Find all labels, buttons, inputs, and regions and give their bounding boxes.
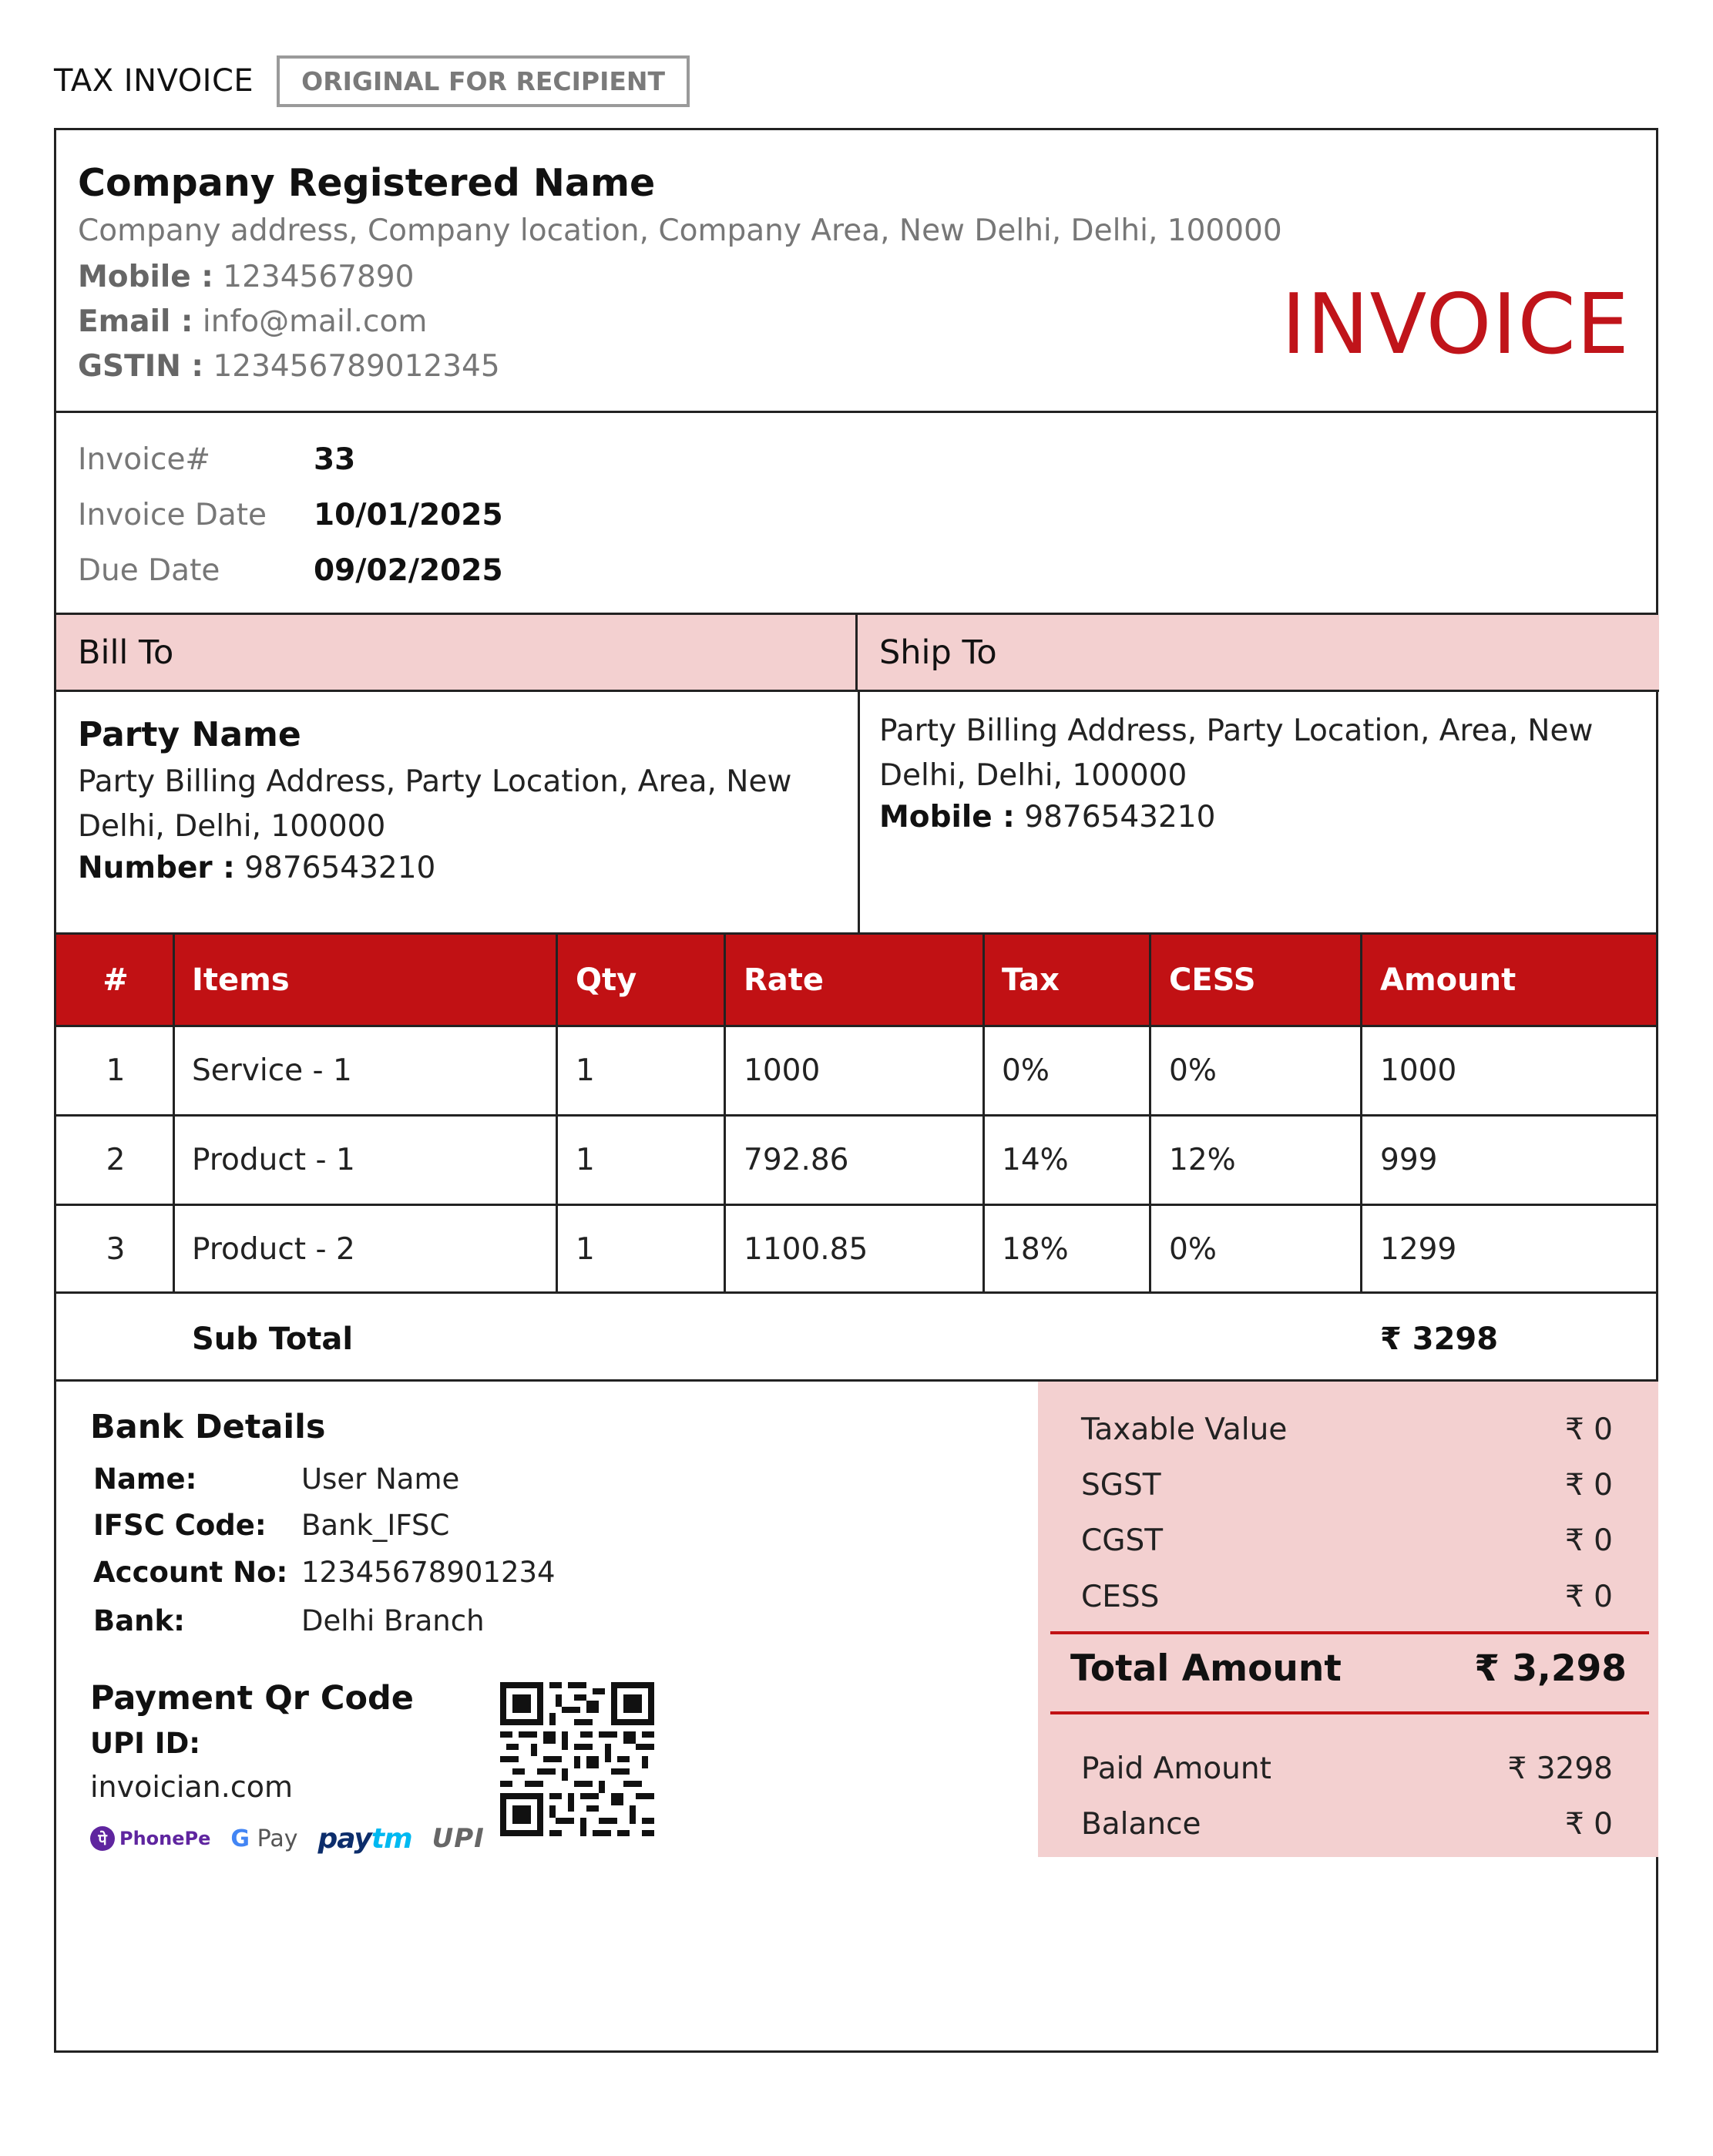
totals-summary: [1038, 1382, 1658, 1857]
company-email-label: Email :: [78, 304, 193, 339]
upi-logo: UPI: [432, 1823, 485, 1854]
phonepe-logo: [90, 1826, 210, 1851]
invoice-number-value: 33: [314, 442, 356, 477]
column-header-cess: CESS: [1169, 962, 1256, 998]
company-gstin: [78, 349, 500, 384]
bill-number-value: 9876543210: [244, 851, 436, 885]
column-divider: [724, 935, 726, 1292]
column-header-index: #: [102, 962, 129, 998]
bill-party-number: [78, 851, 435, 885]
company-mobile: [78, 260, 414, 294]
bank-ifsc-value: Bank_IFSC: [301, 1508, 450, 1542]
company-gstin-label: GSTIN :: [78, 349, 204, 384]
row-tax: 0%: [1002, 1053, 1050, 1088]
invoice-number-label: Invoice#: [78, 442, 211, 477]
invoice-date-label: Invoice Date: [78, 497, 267, 532]
paytm-logo: [317, 1823, 411, 1855]
total-top-rule: [1050, 1631, 1649, 1634]
row-rate: 792.86: [744, 1143, 849, 1177]
items-table: [56, 932, 1656, 1291]
copy-badge: ORIGINAL FOR RECIPIENT: [277, 55, 690, 107]
invoice-date-value: 10/01/2025: [314, 497, 503, 532]
row-item-name: Service - 1: [192, 1053, 352, 1088]
row-item-name: Product - 1: [192, 1143, 355, 1177]
balance-row: [1081, 1801, 1613, 1847]
items-table-header: [56, 935, 1656, 1025]
row-index: 1: [106, 1053, 126, 1088]
row-cess: 12%: [1169, 1143, 1236, 1177]
due-date-label: Due Date: [78, 552, 220, 588]
balance-value: ₹ 0: [1564, 1806, 1613, 1842]
bank-account-value: 12345678901234: [301, 1555, 556, 1589]
row-rate: 1000: [744, 1053, 821, 1088]
paid-amount-label: Paid Amount: [1081, 1751, 1271, 1786]
bank-ifsc-row: [93, 1503, 449, 1546]
company-email: [78, 304, 427, 339]
gpay-logo: [230, 1825, 297, 1852]
invoice-frame: [54, 128, 1658, 2053]
company-address: Company address, Company location, Company Area, New Delhi, Delhi, 100000: [78, 213, 1282, 248]
cess-amount: ₹ 0: [1564, 1579, 1613, 1614]
invoice-number-row: [78, 436, 355, 482]
bill-to-heading: Bill To: [56, 615, 858, 692]
invoice-date-row: [78, 492, 503, 538]
row-amount: 1299: [1380, 1232, 1457, 1267]
taxable-value-label: Taxable Value: [1081, 1412, 1288, 1447]
row-amount: 999: [1380, 1143, 1438, 1177]
due-date-value: 09/02/2025: [314, 552, 503, 588]
cess-label: CESS: [1081, 1579, 1160, 1614]
due-date-row: [78, 547, 503, 593]
row-rate: 1100.85: [744, 1232, 868, 1267]
bank-account-label: Account No:: [93, 1555, 288, 1589]
cess-row: [1081, 1573, 1613, 1620]
document-header: [54, 54, 690, 108]
paytm-wordmark-tm: tm: [371, 1822, 412, 1855]
invoice-heading: INVOICE: [1281, 277, 1630, 373]
row-item-name: Product - 2: [192, 1232, 355, 1267]
bill-party-address: Party Billing Address, Party Location, Area, New Delhi, Delhi, 100000: [78, 764, 792, 844]
ship-mobile-value: 9876543210: [1024, 800, 1216, 835]
ship-to-heading: Ship To: [858, 615, 1659, 692]
bill-party-name: Party Name: [78, 715, 301, 754]
bank-details-title: Bank Details: [90, 1408, 326, 1446]
column-divider: [982, 935, 985, 1292]
column-divider: [556, 935, 558, 1292]
gpay-wordmark: Pay: [257, 1825, 298, 1852]
subtotal-label: Sub Total: [192, 1321, 354, 1357]
paid-amount-value: ₹ 3298: [1507, 1751, 1613, 1786]
column-header-tax: Tax: [1002, 962, 1060, 998]
subtotal-value: ₹ 3298: [1380, 1321, 1499, 1357]
balance-label: Balance: [1081, 1806, 1201, 1842]
company-mobile-value: 1234567890: [223, 260, 415, 294]
ship-mobile-label: Mobile :: [879, 800, 1015, 835]
company-name: Company Registered Name: [78, 161, 656, 205]
column-divider: [1149, 935, 1151, 1292]
taxable-value-row: [1081, 1406, 1613, 1452]
bank-name-row: [93, 1457, 459, 1500]
ship-party-mobile: [879, 800, 1215, 835]
row-qty: 1: [576, 1053, 595, 1088]
doc-type-title: TAX INVOICE: [54, 63, 254, 99]
upi-id-value: invoician.com: [90, 1770, 293, 1804]
company-gstin-value: 123456789012345: [213, 349, 500, 384]
row-cess: 0%: [1169, 1232, 1217, 1267]
table-row: [56, 1025, 1656, 1114]
gpay-g-mark: G: [230, 1825, 250, 1852]
company-mobile-label: Mobile :: [78, 260, 213, 294]
column-header-qty: Qty: [576, 962, 637, 998]
bank-branch-value: Delhi Branch: [301, 1604, 485, 1637]
column-divider: [173, 935, 175, 1292]
table-row: [56, 1114, 1656, 1204]
invoice-meta-section: [56, 413, 1656, 615]
column-header-items: Items: [192, 962, 290, 998]
ship-party-address: Party Billing Address, Party Location, Area, New Delhi, Delhi, 100000: [879, 714, 1594, 793]
total-amount-row: [1070, 1637, 1627, 1699]
company-section: [56, 130, 1656, 413]
sgst-label: SGST: [1081, 1467, 1161, 1503]
payment-qr-title: Payment Qr Code: [90, 1679, 414, 1718]
row-qty: 1: [576, 1232, 595, 1267]
bank-branch-label: Bank:: [93, 1604, 185, 1637]
phonepe-mark-icon: पे: [90, 1826, 115, 1851]
company-email-value: info@mail.com: [202, 304, 428, 339]
row-tax: 14%: [1002, 1143, 1069, 1177]
bank-account-row: [93, 1550, 556, 1593]
bank-name-label: Name:: [93, 1462, 197, 1496]
total-bottom-rule: [1050, 1711, 1649, 1714]
taxable-value-amount: ₹ 0: [1564, 1412, 1613, 1447]
table-row: [56, 1204, 1656, 1293]
parties-section: [56, 615, 1656, 932]
column-header-rate: Rate: [744, 962, 825, 998]
total-amount-label: Total Amount: [1070, 1647, 1342, 1690]
paytm-wordmark-pay: pay: [317, 1822, 371, 1855]
cgst-amount: ₹ 0: [1564, 1523, 1613, 1558]
row-index: 3: [106, 1232, 126, 1267]
subtotal-row: [56, 1291, 1656, 1382]
row-amount: 1000: [1380, 1053, 1457, 1088]
paid-amount-row: [1081, 1745, 1613, 1792]
sgst-row: [1081, 1462, 1613, 1508]
upi-id-label: UPI ID:: [90, 1727, 201, 1760]
column-header-amount: Amount: [1380, 962, 1517, 998]
sgst-amount: ₹ 0: [1564, 1467, 1613, 1503]
cgst-row: [1081, 1517, 1613, 1563]
cgst-label: CGST: [1081, 1523, 1164, 1558]
party-divider: [858, 692, 860, 932]
row-cess: 0%: [1169, 1053, 1217, 1088]
phonepe-wordmark: PhonePe: [119, 1828, 211, 1849]
bill-number-label: Number :: [78, 851, 235, 885]
payment-app-logos: [90, 1819, 485, 1858]
total-amount-value: ₹ 3,298: [1474, 1647, 1627, 1690]
row-index: 2: [106, 1143, 126, 1177]
row-qty: 1: [576, 1143, 595, 1177]
payment-qr-code-icon: [500, 1682, 654, 1836]
bank-name-value: User Name: [301, 1462, 460, 1496]
bank-ifsc-label: IFSC Code:: [93, 1508, 267, 1542]
column-divider: [1360, 935, 1362, 1292]
bank-branch-row: [93, 1599, 485, 1642]
row-tax: 18%: [1002, 1232, 1069, 1267]
